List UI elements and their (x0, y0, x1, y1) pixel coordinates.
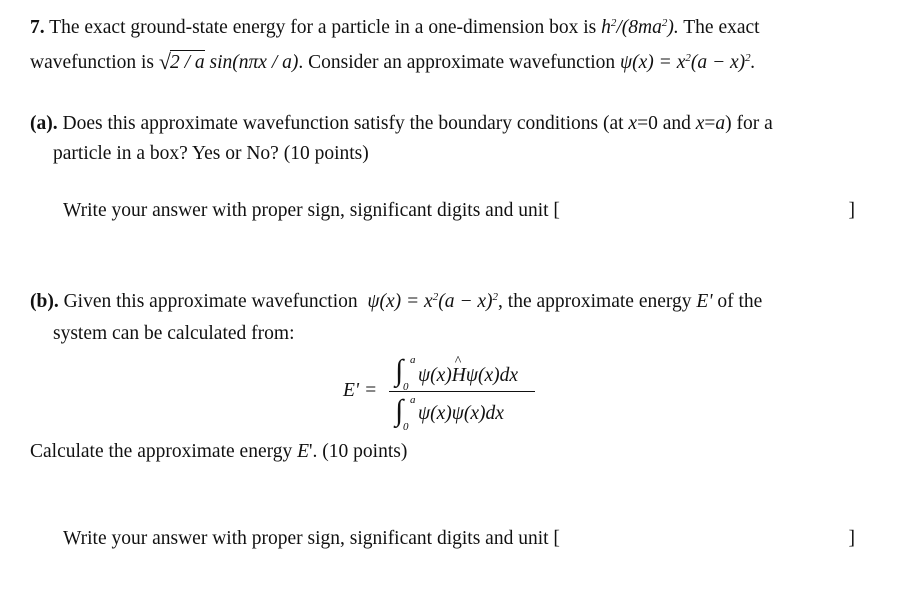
wavefunction-mid: . Consider an approximate wavefunction (298, 52, 616, 73)
problem-number: 7. (30, 17, 45, 38)
numerator-upper-limit: a (410, 354, 416, 366)
part-a-label: (a). (30, 113, 58, 134)
problem-intro-text: The exact ground-state energy for a particle in a one-dimension box is (49, 17, 597, 38)
ground-state-energy-expression: $h^2/(8ma^2)$. (601, 17, 679, 38)
part-b-answer-close-bracket: ] (848, 528, 855, 549)
part-b-question-lead: Given this approximate wavefunction (63, 291, 358, 312)
part-b-question-end: of the (717, 291, 763, 312)
part-b-question-tail: , the approximate energy (498, 291, 692, 312)
part-a-answer-prompt: Write your answer with proper sign, significant digits and unit [ (63, 200, 560, 221)
formula-numerator: ψ(x)H ^ ψ(x)dx (418, 354, 519, 386)
part-b-energy-symbol: E' (696, 291, 713, 312)
formula-denominator: ψ(x)ψ(x)dx (418, 403, 504, 424)
part-b-question-line-2: system can be calculated from: (53, 323, 295, 344)
part-b-answer-row (63, 529, 855, 549)
problem-intro-tail: The exact (683, 17, 760, 38)
part-b-label: (b). (30, 291, 59, 312)
formula-lhs: E' = (343, 380, 378, 401)
part-a-question-line-1 (30, 114, 773, 134)
wavefunction-lead: wavefunction is (30, 52, 155, 73)
part-b-wavefunction: $\psi(x) = x^2(a - x)^2$ (362, 291, 499, 312)
denominator-upper-limit: a (410, 394, 416, 406)
approx-wavefunction: $\psi(x) = x^2(a - x)^2$. (620, 52, 756, 73)
denominator-integral-sign: ∫ (395, 394, 404, 427)
fraction-bar (389, 391, 535, 392)
part-b-calc-prompt: Calculate the approximate energy E'. (10 points) (30, 441, 408, 462)
part-b-answer-prompt: Write your answer with proper sign, significant digits and unit [ (63, 528, 560, 549)
part-a-question-line-2: particle in a box? Yes or No? (10 points) (53, 143, 369, 164)
exact-wavefunction: √2 / a sin(nπx / a) (158, 49, 299, 74)
numerator-integral-sign: ∫ (395, 354, 404, 387)
part-b-question-line-1 (30, 292, 762, 312)
denominator-lower-limit: 0 (403, 421, 409, 433)
part-a-answer-close-bracket: ] (848, 200, 855, 221)
part-a-question-text-1: Does this approximate wavefunction satisfy the boundary conditions (at x=0 and x=a) for a (62, 113, 773, 134)
numerator-lower-limit: 0 (403, 381, 409, 393)
problem-line-1 (30, 18, 760, 38)
problem-line-2 (30, 50, 756, 73)
part-a-answer-row (63, 201, 855, 221)
